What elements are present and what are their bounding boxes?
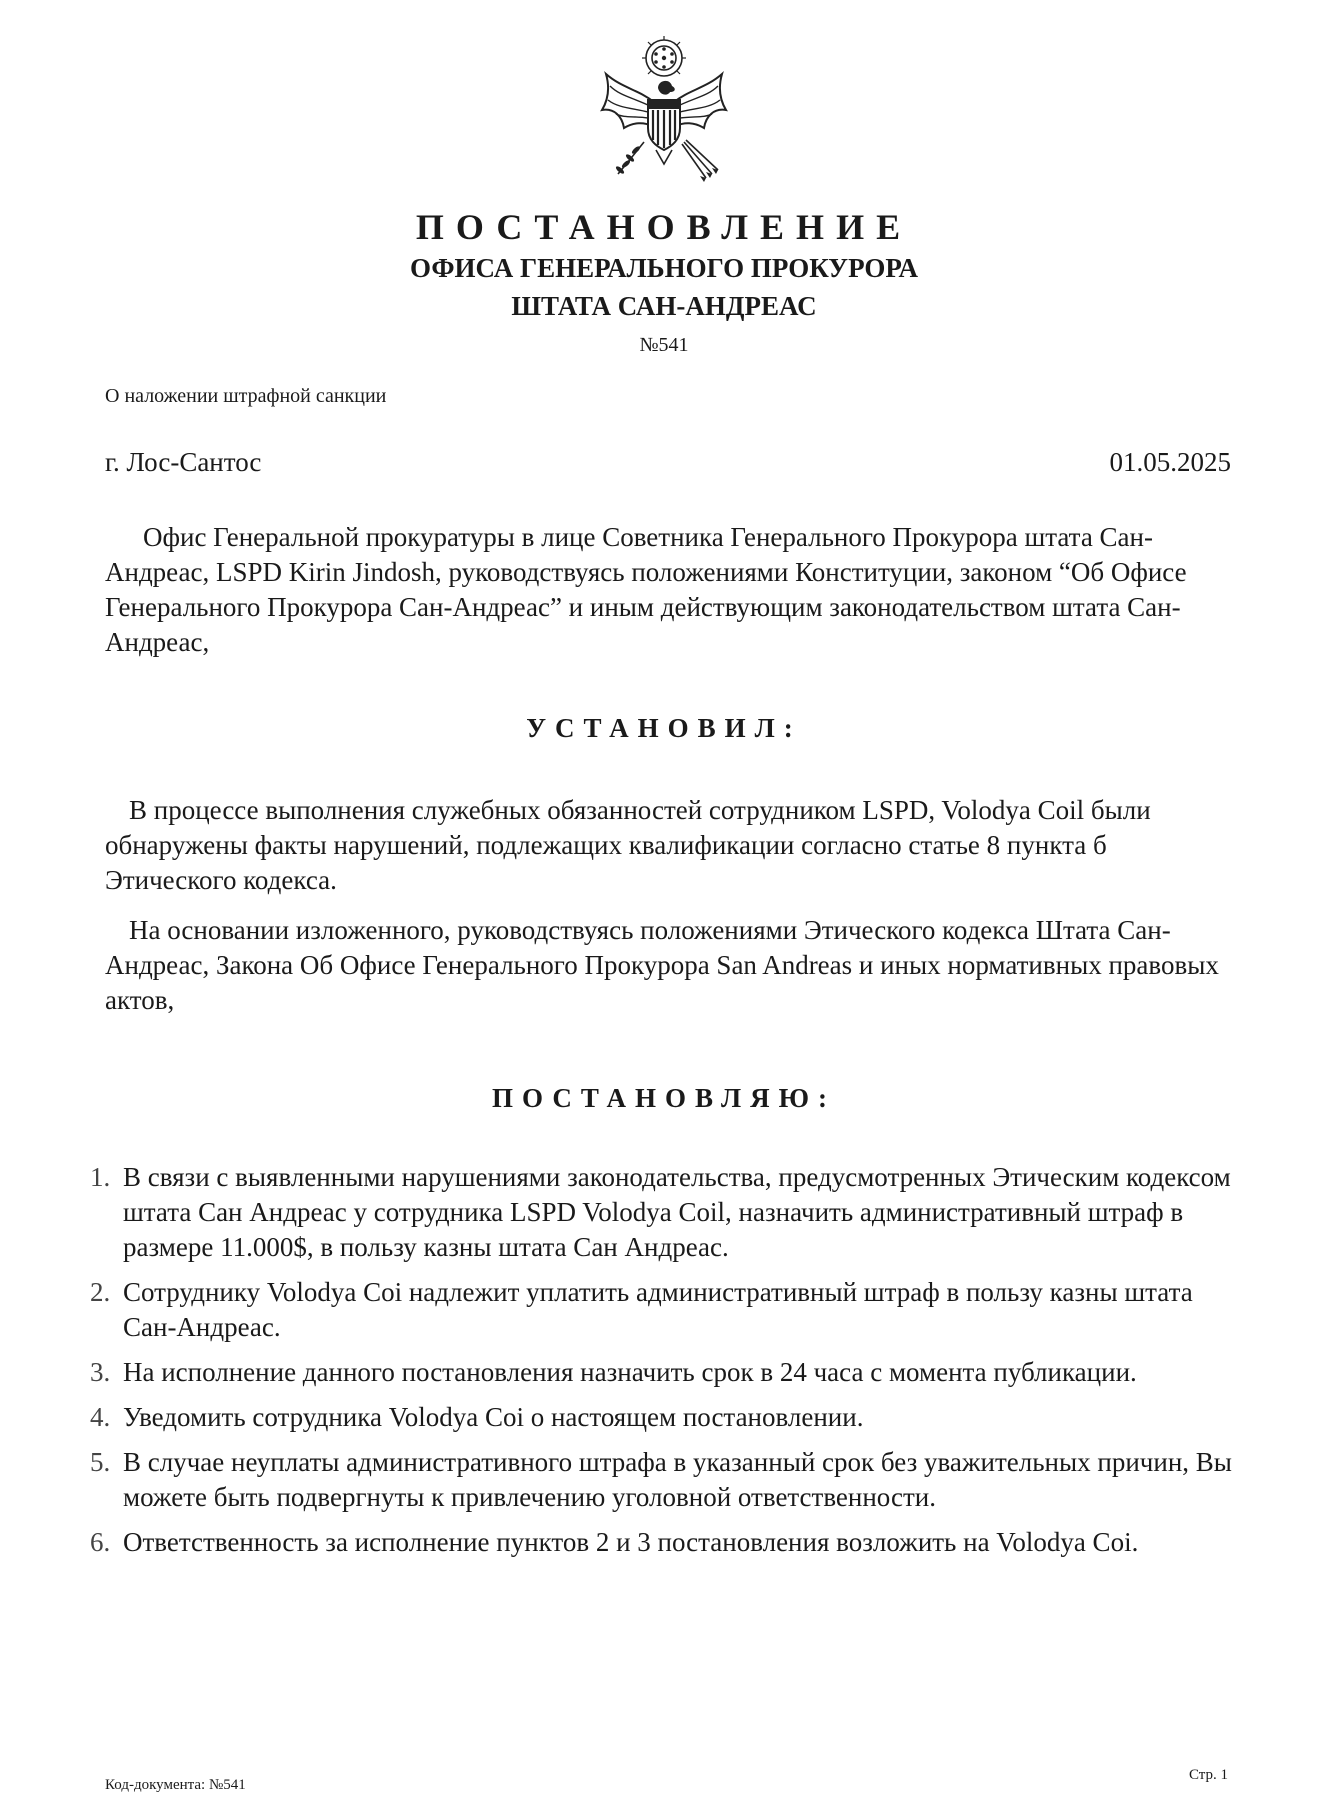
decree-item [0, 1525, 1240, 1560]
decree-item-text: Уведомить сотрудника Volodya Coi о настоящем постановлении. [123, 1402, 864, 1432]
intro-paragraph: Офис Генеральной прокуратуры в лице Советника Генерального Прокурора штата Сан-Андреас, LSPD Kirin Jindosh, руководствуясь положениями Конституции, законом “Об Офисе Генерального Прокурора Сан-Андреас” и иным действующим законодательством штата Сан-Андреас, [105, 522, 1187, 657]
place-of-issue: г. Лос-Сантос [105, 447, 262, 477]
established-paragraph-1: В процессе выполнения служебных обязанностей сотрудником LSPD, Volodya Coil были обнаружены факты нарушений, подлежащих квалификации согласно статье 8 пункта б Этического кодекса. [105, 795, 1151, 895]
issuer-line-2: ШТАТА САН-АНДРЕАС [511, 291, 817, 321]
established-heading: УСТАНОВИЛ: [526, 713, 802, 743]
document-subject: О наложении штрафной санкции [105, 385, 387, 407]
decree-item-number: 1. [90, 1162, 111, 1192]
document-title: ПОСТАНОВЛЕНИЕ [415, 207, 913, 247]
decree-item [0, 1160, 1240, 1265]
decree-heading: ПОСТАНОВЛЯЮ: [492, 1083, 836, 1113]
established-paragraph-2: На основании изложенного, руководствуясь положениями Этического кодекса Штата Сан-Андреас, Закона Об Офисе Генерального Прокурора San Andreas и иных нормативных правовых актов, [105, 915, 1219, 1015]
eagle-seal-icon [584, 30, 744, 190]
decree-item-number: 3. [90, 1357, 111, 1387]
decree-item-text: В случае неуплаты административного штрафа в указанный срок без уважительных причин, Вы можете быть подвергнуты к привлечению уголовной ответственности. [123, 1447, 1232, 1512]
decree-item-number: 4. [90, 1402, 111, 1432]
decree-item-text: В связи с выявленными нарушениями законодательства, предусмотренных Этическим кодексом штата Сан Андреас у сотрудника LSPD Volodya Coil, назначить административный штраф в размере 11.000$, в пользу казны штата Сан Андреас. [123, 1162, 1231, 1262]
issuer-line-1: ОФИСА ГЕНЕРАЛЬНОГО ПРОКУРОРА [410, 253, 918, 283]
decree-item-number: 2. [90, 1277, 111, 1307]
decree-item-text: На исполнение данного постановления назначить срок в 24 часа с момента публикации. [123, 1357, 1137, 1387]
footer-page-number: Стр. 1 [1188, 1767, 1228, 1783]
decree-item-number: 6. [90, 1527, 111, 1557]
issue-date: 01.05.2025 [1109, 447, 1231, 477]
decree-item-number: 5. [90, 1447, 111, 1477]
decree-item-text: Сотруднику Volodya Coi надлежит уплатить административный штраф в пользу казны штата Сан-Андреас. [123, 1277, 1193, 1342]
decree-item [0, 1275, 1240, 1345]
decree-item-text: Ответственность за исполнение пунктов 2 и 3 постановления возложить на Volodya Coi. [123, 1527, 1139, 1557]
document-number: №541 [639, 334, 689, 356]
decree-item [0, 1445, 1240, 1515]
decree-list [0, 1160, 1240, 1570]
decree-item [0, 1400, 1240, 1435]
footer-document-code: Код-документа: №541 [105, 1777, 246, 1793]
decree-item [0, 1355, 1240, 1390]
